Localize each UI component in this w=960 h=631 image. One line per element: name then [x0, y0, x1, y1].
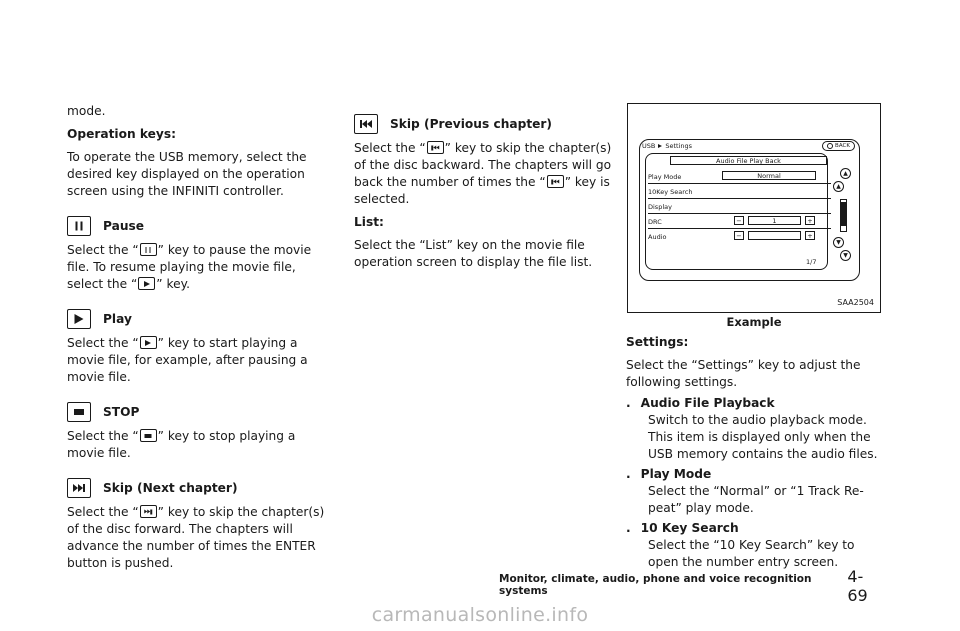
- skip-prev-inline-icon: [547, 175, 564, 188]
- figure-caption: Example: [726, 315, 782, 329]
- plus-icon[interactable]: +: [805, 231, 815, 240]
- scroll-down-icon[interactable]: ▼: [840, 250, 851, 261]
- settings-body: Select the “Settings” key to adjust the following settings.: [626, 358, 861, 389]
- figure-code: SAA2504: [837, 298, 874, 307]
- display-row[interactable]: Display: [648, 200, 831, 214]
- pause-key-icon: [67, 216, 91, 236]
- scrollbar-thumb[interactable]: [841, 202, 846, 226]
- page-indicator: 1/7: [806, 258, 817, 266]
- right-column: [626, 334, 882, 571]
- list-item: . Play Mode: [626, 467, 712, 481]
- stop-heading: [67, 402, 335, 422]
- list-item-desc: Select the “Normal” or “1 Track Re-peat” play mode.: [648, 484, 864, 515]
- middle-column: [354, 103, 622, 271]
- left-column: [67, 103, 335, 572]
- pause-heading: [67, 216, 335, 236]
- list-item: . Audio File Playback: [626, 396, 775, 410]
- skip-next-key-icon: [67, 478, 91, 498]
- stop-inline-icon: [140, 429, 157, 442]
- skip-prev-inline-icon: [427, 141, 444, 154]
- back-arrow-icon: [827, 143, 833, 149]
- pause-title: Pause: [103, 218, 145, 233]
- skip-prev-key-icon: [354, 114, 378, 134]
- play-title: Play: [103, 311, 132, 326]
- play-description: Select the “ ” key to start playing a movie file, for example, after pausing a movie file.: [67, 336, 308, 384]
- skip-next-inline-icon: [140, 505, 157, 518]
- pause-inline-icon: [140, 243, 157, 256]
- prev-title: Skip (Previous chapter): [390, 116, 552, 131]
- list-item: . 10 Key Search: [626, 521, 739, 535]
- section-title: Monitor, climate, audio, phone and voice recognition systems: [499, 573, 812, 597]
- next-description: Select the “ ” key to skip the chapter(s) of the disc forward. The chapters will advance the number of times the ENTER button is pushed.: [67, 505, 325, 570]
- plus-icon[interactable]: +: [805, 216, 815, 225]
- scrollbar[interactable]: [840, 199, 847, 232]
- intro-text: mode.: [67, 104, 106, 118]
- pause-description: Select the “ ” key to pause the movie file. To resume playing the movie file, select the “ ” key.: [67, 243, 312, 291]
- operation-keys-body: To operate the USB memory, select the desired key displayed on the operation screen using the INFINITI controller.: [67, 150, 307, 198]
- next-title: Skip (Next chapter): [103, 480, 238, 495]
- stop-key-icon: [67, 402, 91, 422]
- page-down-icon[interactable]: ▼: [833, 237, 844, 248]
- stop-title: STOP: [103, 404, 140, 419]
- minus-icon[interactable]: −: [734, 231, 744, 240]
- stop-description: Select the “ ” key to stop playing a movie file.: [67, 429, 296, 460]
- audio-playback-button[interactable]: Audio File Play Back: [670, 156, 827, 165]
- watermark: carmanualsonline.info: [371, 604, 589, 626]
- list-heading: List:: [354, 215, 384, 229]
- drc-value: 1: [748, 216, 801, 225]
- prev-heading: [354, 114, 622, 134]
- settings-heading: Settings:: [626, 335, 689, 349]
- next-heading: [67, 478, 335, 498]
- arrow-right-icon: [658, 144, 662, 148]
- list-item-desc: Switch to the audio playback mode. This item is displayed only when the USB memory contains the audio files.: [648, 413, 878, 461]
- play-mode-row[interactable]: Play Mode Normal: [648, 170, 831, 184]
- list-item-desc: Select the “10 Key Search” key to open the number entry screen.: [648, 538, 855, 569]
- settings-items: [626, 395, 882, 571]
- operation-keys-heading: Operation keys:: [67, 127, 176, 141]
- play-key-icon: [67, 309, 91, 329]
- minus-icon[interactable]: −: [734, 216, 744, 225]
- scroll-up-icon[interactable]: ▲: [840, 168, 851, 179]
- page-number: 4-69: [847, 567, 868, 605]
- play-inline-icon: [138, 277, 155, 290]
- play-mode-value: Normal: [722, 171, 816, 180]
- breadcrumb: USB Settings: [642, 142, 693, 150]
- audio-value: [748, 231, 801, 240]
- settings-screen-figure: [627, 103, 881, 313]
- back-button[interactable]: BACK: [822, 141, 855, 151]
- prev-description: Select the “ ” key to skip the chapter(s) of the disc backward. The chapters will go back the number of times the “ ” key is selected.: [354, 141, 612, 206]
- screen-display: [639, 139, 860, 281]
- list-body: Select the “List” key on the movie file operation screen to display the file list.: [354, 238, 593, 269]
- drc-row[interactable]: DRC − 1 +: [648, 215, 831, 229]
- play-heading: [67, 309, 335, 329]
- audio-row[interactable]: Audio − +: [648, 230, 831, 243]
- page-up-icon[interactable]: ▲: [833, 181, 844, 192]
- page-footer: [499, 567, 881, 605]
- key-search-row[interactable]: 10Key Search: [648, 185, 831, 199]
- play-inline-icon: [140, 336, 157, 349]
